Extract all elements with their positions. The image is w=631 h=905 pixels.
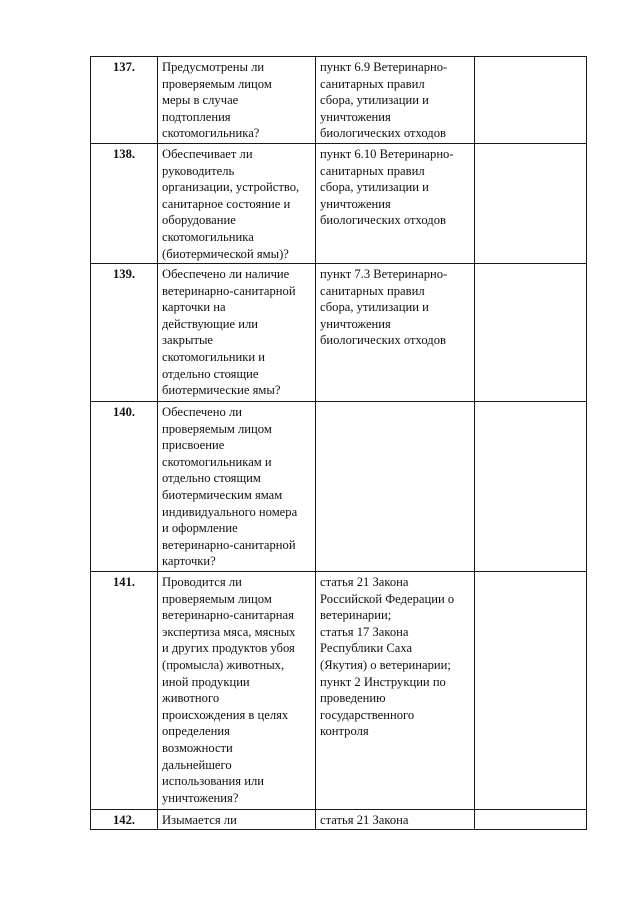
answer-cell: [475, 572, 587, 810]
legal-basis-text: пункт 6.9 Ветеринарно- санитарных правил сбора, утилизации и уничтожения биологических отходов: [320, 60, 448, 141]
question-text: Предусмотрены ли проверяемым лицом меры в случае подтопления скотомогильника?: [162, 60, 272, 141]
table-row: [91, 144, 587, 264]
answer-cell: [475, 264, 587, 402]
answer-cell: [475, 402, 587, 572]
row-number: 140.: [91, 402, 158, 572]
question-text: Обеспечено ли проверяемым лицом присвоение скотомогильникам и отдельно стоящим биотермическим ямам индивидуального номера и оформление ветеринарно-санитарной карточки?: [162, 405, 298, 569]
legal-basis-cell: [316, 572, 475, 810]
row-number: 139.: [91, 264, 158, 402]
answer-cell: [475, 810, 587, 830]
row-number: 142.: [91, 810, 158, 830]
legal-basis-text: пункт 7.3 Ветеринарно- санитарных правил сбора, утилизации и уничтожения биологических отходов: [320, 267, 448, 348]
table-row: [91, 402, 587, 572]
question-text: Проводится ли проверяемым лицом ветеринарно-санитарная экспертиза мяса, мясных и других продуктов убоя (промысла) животных, иной продукции животного происхождения в целях определения возможности дальнейшего использования или уничтожения?: [162, 575, 296, 805]
question-text: Изымается ли: [162, 813, 237, 827]
question-cell: [158, 264, 316, 402]
question-cell: [158, 57, 316, 144]
question-cell: [158, 572, 316, 810]
table-row: [91, 572, 587, 810]
legal-basis-cell: [316, 264, 475, 402]
row-number: 138.: [91, 144, 158, 264]
question-cell: [158, 144, 316, 264]
legal-basis-cell: [316, 810, 475, 830]
legal-basis-text: статья 21 Закона: [320, 813, 409, 827]
legal-basis-cell: [316, 144, 475, 264]
row-number: 137.: [91, 57, 158, 144]
table-row: [91, 810, 587, 830]
question-text: Обеспечено ли наличие ветеринарно-санитарной карточки на действующие или закрытые скотомогильники и отдельно стоящие биотермические ямы?: [162, 267, 296, 398]
answer-cell: [475, 144, 587, 264]
table-row: [91, 264, 587, 402]
checklist-table: [90, 56, 587, 830]
question-cell: [158, 402, 316, 572]
answer-cell: [475, 57, 587, 144]
legal-basis-text: статья 21 Закона Российской Федерации о ветеринарии; статья 17 Закона Республики Саха (Якутия) о ветеринарии; пункт 2 Инструкции по проведению государственного контроля: [320, 575, 455, 739]
row-number: 141.: [91, 572, 158, 810]
table-row: [91, 57, 587, 144]
question-cell: [158, 810, 316, 830]
question-text: Обеспечивает ли руководитель организации, устройство, санитарное состояние и оборудование скотомогильника (биотермической ямы)?: [162, 147, 300, 261]
legal-basis-text: пункт 6.10 Ветеринарно- санитарных правил сбора, утилизации и уничтожения биологических отходов: [320, 147, 454, 228]
legal-basis-cell: [316, 402, 475, 572]
legal-basis-cell: [316, 57, 475, 144]
